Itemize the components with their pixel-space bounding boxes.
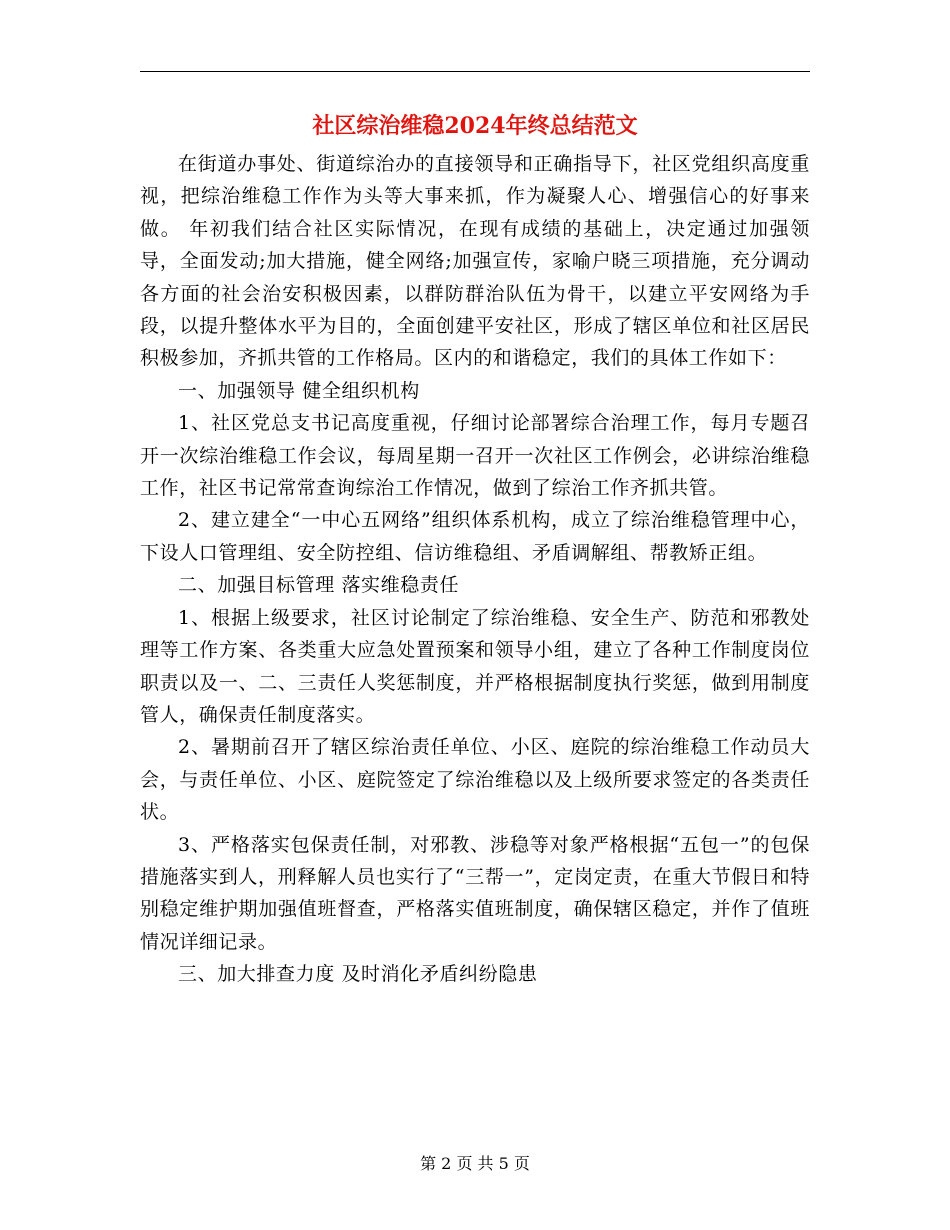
body-paragraph: 3、严格落实包保责任制，对邪教、涉稳等对象严格根据“五包一”的包保措施落实到人，刑释解人员也实行了“三帮一”，定岗定责，在重大节假日和特别稳定维护期加强值班督查，严格落实值班制度，确保辖区稳定，并作了值班情况详细记录。 [140,833,810,953]
body-paragraph: 在街道办事处、街道综治办的直接领导和正确指导下，社区党组织高度重视，把综治维稳工作作为头等大事来抓，作为凝聚人心、增强信心的好事来做。 年初我们结合社区实际情况，在现有成绩的基础上，决定通过加强领导，全面发动;加大措施，健全网络;加强宣传，家喻户晓三项措施，充分调动各方面的社会治安积极因素，以群防群治队伍为骨干，以建立平安网络为手段，以提升整体水平为目的，全面创建平安社区，形成了辖区单位和社区居民积极参加，齐抓共管的工作格局。区内的和谐稳定，我们的具体工作如下： [140,153,810,370]
body-paragraph: 1、社区党总支书记高度重视，仔细讨论部署综合治理工作，每月专题召开一次综治维稳工作会议，每周星期一召开一次社区工作例会，必讲综治维稳工作，社区书记常常查询综治工作情况，做到了综治工作齐抓共管。 [140,412,810,500]
section-heading: 三、加大排查力度 及时消化矛盾纠纷隐患 [178,963,538,986]
page-number: 第 2 页 共 5 页 [420,1154,530,1173]
body-paragraph: 1、根据上级要求，社区讨论制定了综治维稳、安全生产、防范和邪教处理等工作方案、各类重大应急处置预案和领导小组，建立了各种工作制度岗位职责以及一、二、三责任人奖惩制度，并严格根据制度执行奖惩，做到用制度管人，确保责任制度落实。 [140,606,810,726]
document-title: 社区综治维稳2024年终总结范文 [312,113,638,139]
body-paragraph: 2、建立建全“一中心五网络”组织体系机构，成立了综治维稳管理中心，下设人口管理组、安全防控组、信访维稳组、矛盾调解组、帮教矫正组。 [140,509,810,564]
header-rule [140,71,810,72]
body-paragraph: 2、暑期前召开了辖区综治责任单位、小区、庭院的综治维稳工作动员大会，与责任单位、小区、庭院签定了综治维稳以及上级所要求签定的各类责任状。 [140,736,810,824]
section-heading: 二、加强目标管理 落实维稳责任 [178,574,460,597]
section-heading: 一、加强领导 健全组织机构 [178,379,420,402]
document-body [140,148,810,991]
